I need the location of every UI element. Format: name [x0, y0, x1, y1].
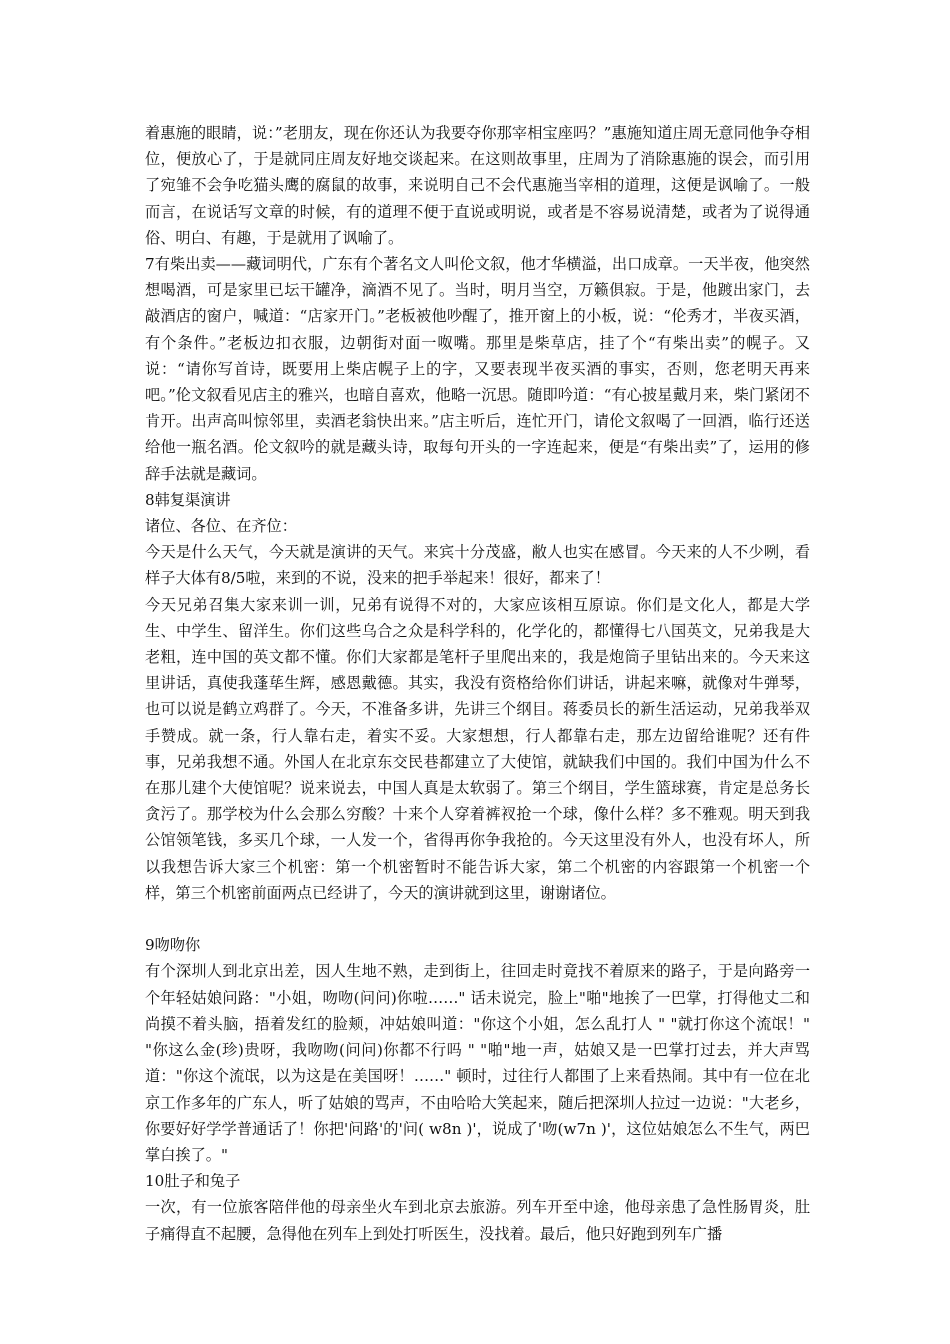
heading-section-9: 9吻吻你 — [145, 936, 201, 955]
paragraph-speech: 今天兄弟召集大家来训一训，兄弟有说得不对的，大家应该相互原谅。你们是文化人，都是大学生、中学生、留洋生。你们这些乌合之众是科学科的，化学化的，都懂得七八国英文，兄弟我是大老粗，连中国的英文都不懂。你们大家都是笔杆子里爬出来的，我是炮筒子里钻出来的。今天来这里讲话，真使我蓬荜生辉，感恩戴德。其实，我没有资格给你们讲话，讲起来嘛，就像对牛弹琴，也可以说是鹤立鸡群了。今天，不准备多讲，先讲三个纲目。蒋委员长的新生活运动，兄弟我举双手赞成。就一条，行人靠右走，着实不妥。大家想想，行人都靠右走，那左边留给谁呢？还有件事，兄弟我想不通。外国人在北京东交民巷都建立了大使馆，就缺我们中国的。我们中国为什么不在那儿建个大使馆呢？说来说去，中国人真是太软弱了。第三个纲目，学生篮球赛，肯定是总务长贪污了。那学校为什么会那么穷酸？十来个人穿着裤衩抢一个球，像什么样？多不雅观。明天到我公馆领笔钱，多买几个球，一人发一个，省得再你争我抢的。今天这里没有外人，也没有坏人，所以我想告诉大家三个机密：第一个机密暂时不能告诉大家，第二个机密的内容跟第一个机密一个样，第三个机密前面两点已经讲了，今天的演讲就到这里，谢谢诸位。 — [145, 595, 810, 902]
paragraph-section-7: 7有柴出卖——藏词明代，广东有个著名文人叫伦文叙，他才华横溢，出口成章。一天半夜，他突然想喝酒，可是家里已坛干罐净，滴酒不见了。当时，明月当空，万籁俱寂。于是，他踱出家门，去敲酒店的窗户，喊道：“店家开门。”老板被他吵醒了，推开窗上的小板，说：“伦秀才，半夜买酒，有个条件。”老板边扣衣服，边朝街对面一呶嘴。那里是柴草店，挂了个“有柴出卖”的幌子。又说：“请你写首诗，既要用上柴店幌子上的字，又要表现半夜买酒的事实，否则，您老明天再来吧。”伦文叙看见店主的雅兴，也暗自喜欢，他略一沉思。随即吟道：“有心披星戴月来，柴门紧闭不肯开。出声高叫惊邻里，卖酒老翁快出来。”店主听后，连忙开门，请伦文叙喝了一回酒，临行还送给他一瓶名酒。伦文叙吟的就是藏头诗，取每句开头的一字连起来，便是“有柴出卖”了，运用的修辞手法就是藏词。 — [145, 255, 810, 483]
paragraph-train-story: 一次，有一位旅客陪伴他的母亲坐火车到北京去旅游。列车开至中途，他母亲患了急性肠胃炎，肚子痛得直不起腰，急得他在列车上到处打听医生，没找着。最后，他只好跑到列车广播 — [145, 1198, 810, 1243]
heading-section-10: 10肚子和兔子 — [145, 1172, 241, 1191]
paragraph-zhuangzhou-ending: 着惠施的眼睛，说：”老朋友，现在你还认为我要夺你那宰相宝座吗？”惠施知道庄周无意同他争夺相位，便放心了，于是就同庄周友好地交谈起来。在这则故事里，庄周为了消除惠施的误会，而引用了宛雏不会争吃猫头鹰的腐鼠的故事，来说明自己不会代惠施当宰相的道理，这便是讽喻了。一般而言，在说话写文章的时候，有的道理不便于直说或明说，或者是不容易说清楚，或者为了说得通俗、明白、有趣，于是就用了讽喻了。 — [145, 124, 810, 247]
paragraph-weather: 今天是什么天气，今天就是演讲的天气。来宾十分茂盛，敝人也实在感冒。今天来的人不少咧，看样子大体有8/5啦，来到的不说，没来的把手举起来！很好，都来了！ — [145, 543, 810, 588]
blank-line — [145, 906, 810, 932]
heading-section-8: 8韩复渠演讲 — [145, 490, 231, 509]
paragraph-greeting: 诸位、各位、在齐位： — [145, 517, 297, 536]
document-body — [145, 120, 810, 1247]
paragraph-shenzhen-story: 有个深圳人到北京出差，因人生地不熟，走到街上，往回走时竟找不着原来的路子，于是向路旁一个年轻姑娘问路："小姐，吻吻(问问)你啦……" 话未说完，脸上"啪"地挨了一巴掌，打得他丈二和尚摸不着头脑，捂着发红的脸颊，冲姑娘叫道："你这个小姐，怎么乱打人 " "就打你这个流氓！" "你这么金(珍)贵呀，我吻吻(问问)你都不行吗 " "啪"地一声，姑娘又是一巴掌打过去，并大声骂道："你这个流氓，以为这是在美国呀！……" 顿时，过往行人都围了上来看热闹。其中有一位在北京工作多年的广东人，听了姑娘的骂声，不由哈哈大笑起来，随后把深圳人拉过一边说："大老乡，你要好好学学普通话了！你把'问路'的'问( w8n )'，说成了'吻(w7n )'，这位姑娘怎么不生气，两巴掌白挨了。" — [145, 962, 810, 1164]
